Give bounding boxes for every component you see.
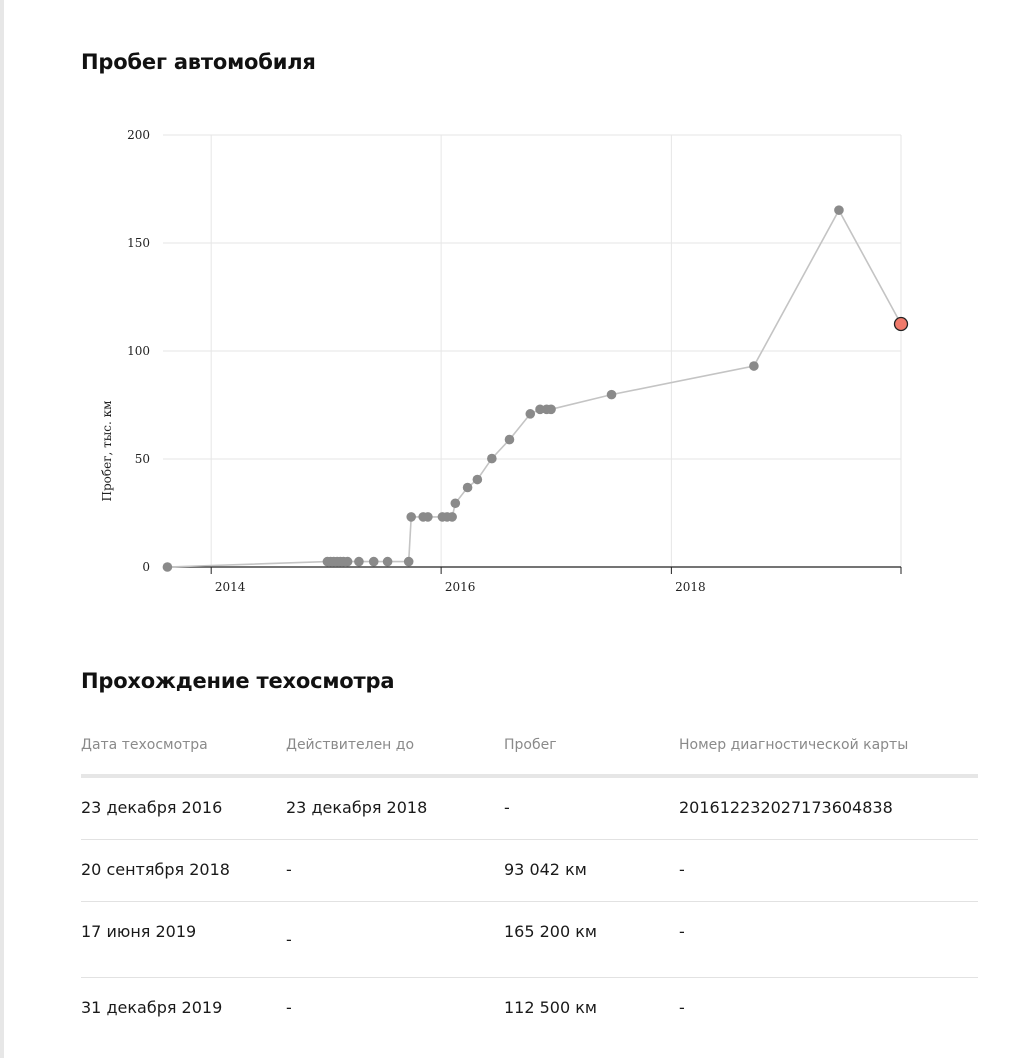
mileage-data-point bbox=[463, 483, 473, 493]
table-header bbox=[81, 730, 978, 778]
mileage-data-point bbox=[451, 498, 461, 508]
cell-diagnostic-card-number: 201612232027173604838 bbox=[679, 798, 893, 817]
cell-inspection-date: 20 сентября 2018 bbox=[81, 860, 230, 879]
cell-valid-until: - bbox=[286, 860, 292, 879]
mileage-chart bbox=[0, 100, 1024, 620]
mileage-data-point bbox=[525, 409, 535, 419]
x-tick-label: 2016 bbox=[444, 580, 476, 594]
mileage-data-point bbox=[546, 405, 556, 415]
mileage-data-point bbox=[487, 454, 497, 464]
cell-valid-until: - bbox=[286, 998, 292, 1017]
mileage-series-line bbox=[167, 210, 901, 567]
latest-mileage-point bbox=[895, 318, 908, 331]
mileage-data-point bbox=[834, 205, 844, 215]
x-tick-label: 2014 bbox=[214, 580, 246, 594]
cell-diagnostic-card-number: - bbox=[679, 998, 685, 1017]
mileage-data-point bbox=[447, 512, 457, 522]
column-header-valid-until: Действителен до bbox=[286, 737, 415, 753]
mileage-section-title: Пробег автомобиля bbox=[81, 50, 316, 74]
mileage-data-point bbox=[607, 390, 617, 400]
chart-grid bbox=[163, 135, 901, 567]
cell-diagnostic-card-number: - bbox=[679, 922, 685, 941]
cell-inspection-date: 17 июня 2019 bbox=[81, 922, 197, 941]
cell-valid-until: - bbox=[286, 930, 292, 949]
cell-mileage: 93 042 км bbox=[504, 860, 587, 879]
mileage-data-point bbox=[473, 475, 483, 485]
inspection-table bbox=[81, 730, 978, 1040]
cell-inspection-date: 23 декабря 2016 bbox=[81, 798, 223, 817]
mileage-data-point bbox=[369, 557, 379, 567]
inspection-section-title: Прохождение техосмотра bbox=[81, 669, 395, 693]
chart-axes bbox=[127, 128, 901, 594]
mileage-data-point bbox=[343, 557, 353, 567]
table-row bbox=[81, 902, 978, 978]
table-row bbox=[81, 778, 978, 840]
y-axis-label: Пробег, тыс. км bbox=[100, 400, 114, 502]
mileage-data-point bbox=[404, 557, 414, 567]
y-tick-label: 200 bbox=[127, 128, 150, 142]
y-tick-label: 50 bbox=[134, 452, 150, 466]
x-tick-label: 2018 bbox=[675, 580, 706, 594]
cell-mileage: 112 500 км bbox=[504, 998, 597, 1017]
mileage-data-point bbox=[163, 562, 173, 572]
cell-mileage: 165 200 км bbox=[504, 922, 597, 941]
cell-valid-until: 23 декабря 2018 bbox=[286, 798, 428, 817]
column-header-mileage: Пробег bbox=[504, 737, 557, 753]
mileage-data-point bbox=[423, 512, 433, 522]
cell-inspection-date: 31 декабря 2019 bbox=[81, 998, 223, 1017]
mileage-data-point bbox=[354, 557, 364, 567]
y-tick-label: 0 bbox=[142, 560, 150, 574]
chart-point-layer bbox=[163, 205, 908, 571]
table-row bbox=[81, 978, 978, 1040]
table-row bbox=[81, 840, 978, 902]
mileage-data-point bbox=[383, 557, 393, 567]
cell-mileage: - bbox=[504, 798, 510, 817]
mileage-data-point bbox=[505, 435, 515, 445]
chart-line-layer bbox=[167, 210, 901, 567]
column-header-diagnostic-card-number: Номер диагностической карты bbox=[679, 737, 909, 753]
y-tick-label: 100 bbox=[127, 344, 150, 358]
cell-diagnostic-card-number: - bbox=[679, 860, 685, 879]
y-tick-label: 150 bbox=[127, 236, 150, 250]
mileage-data-point bbox=[406, 512, 416, 522]
column-header-inspection-date: Дата техосмотра bbox=[81, 737, 208, 753]
mileage-data-point bbox=[749, 361, 759, 371]
